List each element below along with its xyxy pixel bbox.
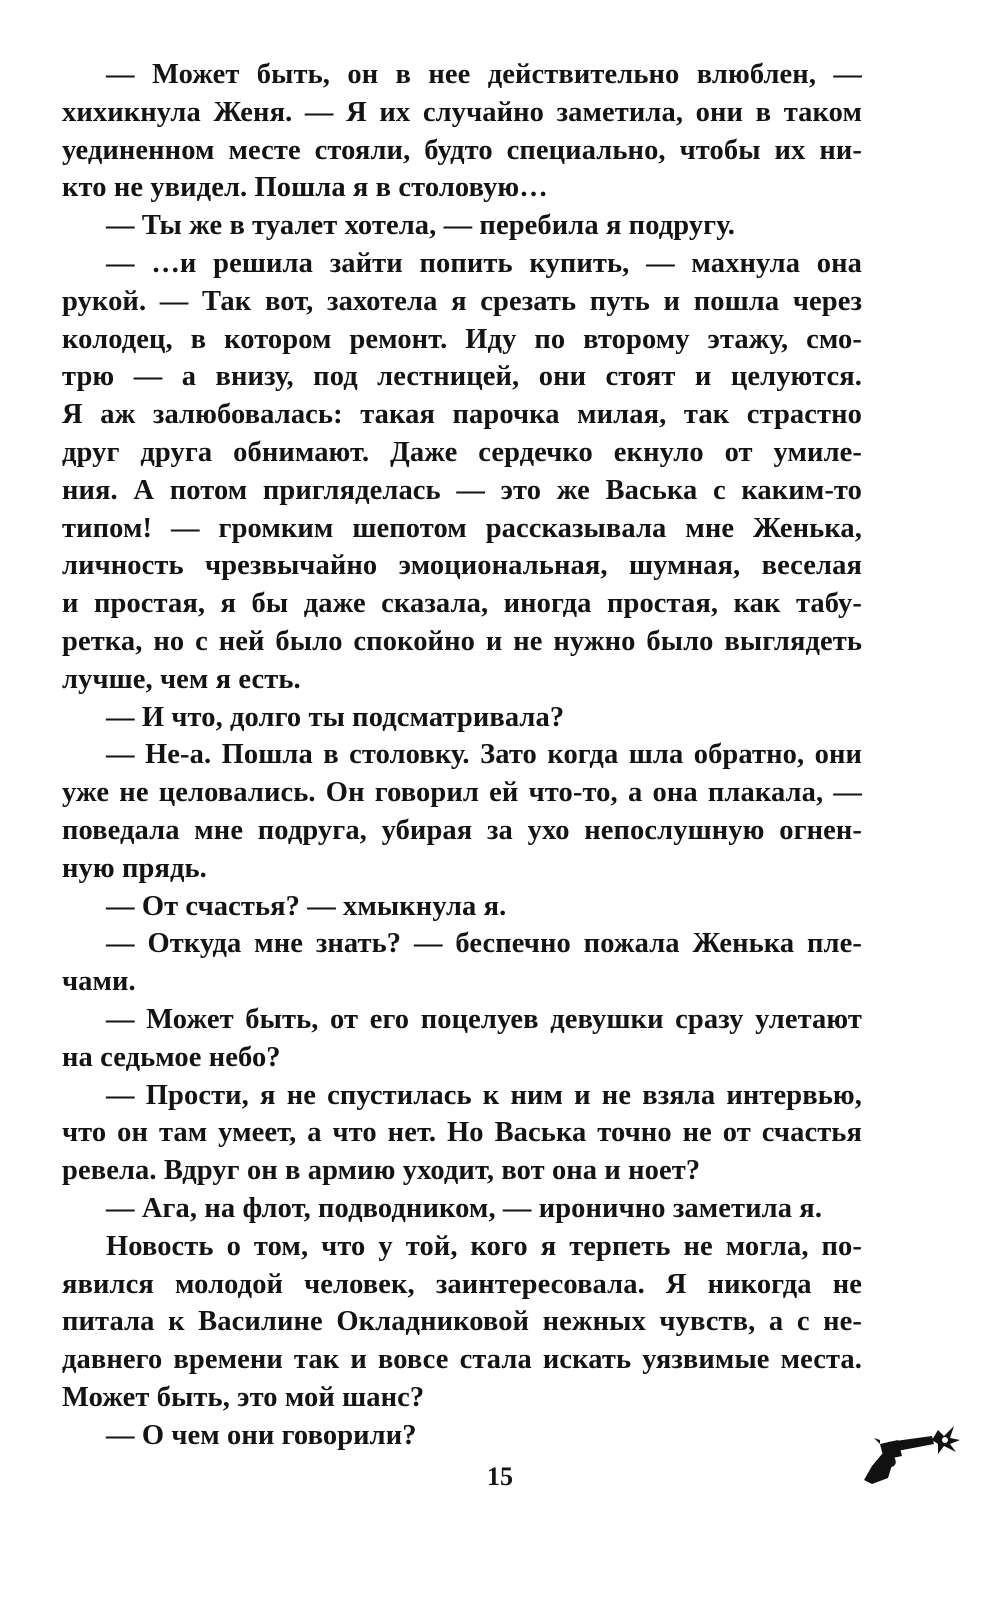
text-line: — И что, долго ты подсматривала? xyxy=(106,701,565,733)
text-line: рукой. — Так вот, захотела я срезать путь и пошла через xyxy=(62,285,862,317)
text-line: — Откуда мне знать? — беспечно пожала Женька пле- xyxy=(106,928,862,960)
page-number: 15 xyxy=(487,1462,513,1491)
text-line: — Ты же в туалет хотела, — перебила я подругу. xyxy=(106,210,735,242)
text-line: колодец, в котором ремонт. Иду по второму этажу, смо- xyxy=(62,323,862,355)
text-line: друг друга обнимают. Даже сердечко екнуло от умиле- xyxy=(62,436,862,468)
text-line: чами. xyxy=(62,966,136,998)
text-line: — Прости, я не спустилась к ним и не взяла интервью, xyxy=(106,1079,862,1111)
text-line: — От счастья? — хмыкнула я. xyxy=(106,890,507,922)
text-line: Я аж залюбовалась: такая парочка милая, так страстно xyxy=(62,399,862,431)
text-line: ревела. Вдруг он в армию уходит, вот она и ноет? xyxy=(62,1155,701,1187)
text-line: хихикнула Женя. — Я их случайно заметила, они в таком xyxy=(62,96,862,128)
text-line: на седьмое небо? xyxy=(62,1041,281,1073)
text-line: явился молодой человек, заинтересовала. Я никогда не xyxy=(62,1268,862,1300)
text-line: личность чрезвычайно эмоциональная, шумная, веселая xyxy=(62,550,862,582)
text-line: что он там умеет, а что нет. Но Васька точно не от счастья xyxy=(62,1117,862,1149)
text-line: Может быть, это мой шанс? xyxy=(62,1381,425,1413)
text-line: ния. А потом пригляделась — это же Васька с каким-то xyxy=(62,474,862,506)
page-text xyxy=(62,56,862,1454)
text-line: ретка, но с ней было спокойно и не нужно было выглядеть xyxy=(62,625,862,657)
text-line: трю — а внизу, под лестницей, они стоят и целуются. xyxy=(62,361,862,393)
text-line: — Ага, на флот, подводником, — иронично заметила я. xyxy=(106,1192,823,1224)
revolver-icon xyxy=(858,1422,962,1492)
text-line: — О чем они говорили? xyxy=(106,1419,417,1451)
text-line: уже не целовались. Он говорил ей что-то, а она плакала, — xyxy=(62,777,862,809)
text-line: ную прядь. xyxy=(62,852,207,884)
text-line: питала к Василине Окладниковой нежных чувств, а с не- xyxy=(62,1306,862,1338)
text-line: типом! — громким шепотом рассказывала мне Женька, xyxy=(62,512,862,544)
text-line: и простая, я бы даже сказала, иногда простая, как табу- xyxy=(62,588,862,620)
text-line: Новость о том, что у той, кого я терпеть не могла, по- xyxy=(106,1230,862,1262)
text-line: — Может быть, от его поцелуев девушки сразу улетают xyxy=(106,1003,862,1035)
text-line: поведала мне подруга, убирая за ухо непослушную огнен- xyxy=(62,814,862,846)
text-line: — …и решила зайти попить купить, — махнула она xyxy=(106,247,862,279)
text-line: — Может быть, он в нее действительно влюблен, — xyxy=(106,59,862,90)
text-line: — Не-а. Пошла в столовку. Зато когда шла обратно, они xyxy=(106,739,862,771)
text-line: лучше, чем я есть. xyxy=(62,663,301,695)
text-line: уединенном месте стояли, будто специально, чтобы их ни- xyxy=(62,134,862,166)
text-line: кто не увидел. Пошла я в столовую… xyxy=(62,172,548,204)
text-line: давнего времени так и вовсе стала искать уязвимые места. xyxy=(62,1344,862,1376)
